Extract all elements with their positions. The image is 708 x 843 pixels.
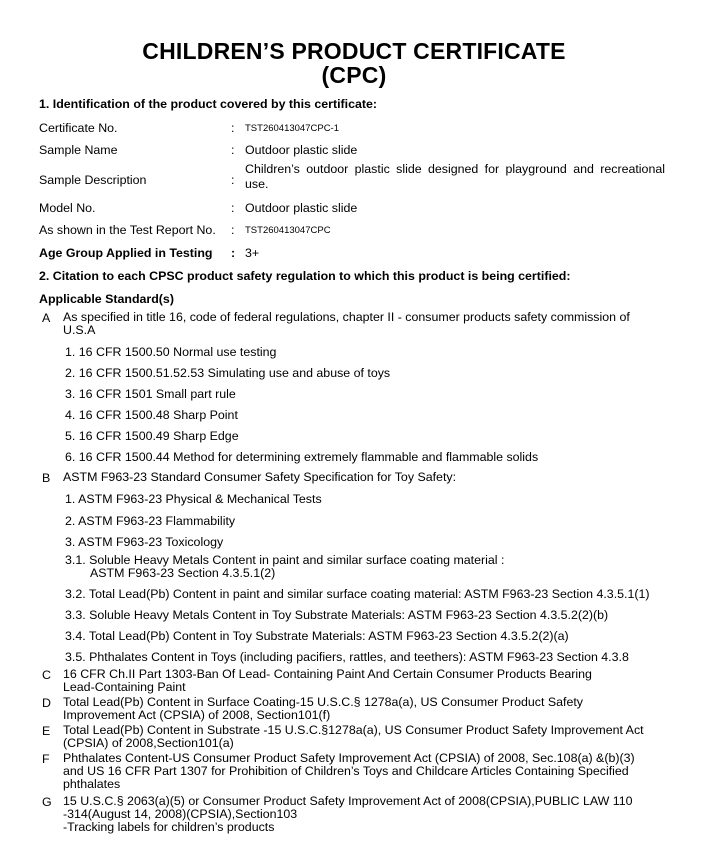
field-colon: : xyxy=(231,121,235,135)
standard-letter-d: D xyxy=(42,696,51,710)
standard-g-extra: -Tracking labels for children’s products xyxy=(63,820,275,834)
standard-b-text: ASTM F963-23 Standard Consumer Safety Specification for Toy Safety: xyxy=(63,470,457,484)
standard-letter-e: E xyxy=(42,724,51,738)
standard-letter-g: G xyxy=(42,795,52,809)
standard-b-item-3-5: 3.5. Phthalates Content in Toys (including pacifiers, rattles, and teethers): ASTM F963-23 Section 4.3.8 xyxy=(65,650,629,664)
certificate-title: CHILDREN’S PRODUCT CERTIFICATE xyxy=(142,38,566,64)
standard-g-text: 15 U.S.C.§ 2063(a)(5) or Consumer Product Safety Improvement Act of 2008(CPSIA),PUBLIC LAW 110 -314(August 14, 2008)(CPSIA),Section103 xyxy=(63,794,633,821)
field-colon: : xyxy=(231,201,235,215)
standard-a-item-3: 3. 16 CFR 1501 Small part rule xyxy=(65,387,236,401)
standard-letter-a: A xyxy=(42,311,51,325)
standard-a-item-2: 2. 16 CFR 1500.51.52.53 Simulating use and abuse of toys xyxy=(65,366,391,380)
field-colon: : xyxy=(231,223,235,237)
field-label-age-group: Age Group Applied in Testing xyxy=(39,246,213,260)
applicable-standards-heading: Applicable Standard(s) xyxy=(39,292,174,306)
standard-b-item-3-4: 3.4. Total Lead(Pb) Content in Toy Substrate Materials: ASTM F963-23 Section 4.3.5.2(2)(a) xyxy=(65,629,569,643)
standard-a-item-1: 1. 16 CFR 1500.50 Normal use testing xyxy=(65,345,277,359)
standard-d-text: Total Lead(Pb) Content in Surface Coating-15 U.S.C.§ 1278a(a), US Consumer Product Safety Improvement Act (CPSIA) of 2008, Section101(f) xyxy=(63,695,583,722)
field-value-sample-name: Outdoor plastic slide xyxy=(245,143,358,157)
field-colon: : xyxy=(231,143,235,157)
field-label-certificate-no: Certificate No. xyxy=(39,121,118,135)
standard-b-item-1: 1. ASTM F963-23 Physical & Mechanical Tests xyxy=(65,492,322,506)
field-colon: : xyxy=(231,173,235,187)
field-label-model-no: Model No. xyxy=(39,201,96,215)
standard-b-item-3-1: 3.1. Soluble Heavy Metals Content in paint and similar surface coating material : xyxy=(65,553,505,567)
standard-e-text: Total Lead(Pb) Content in Substrate -15 U.S.C.§1278a(a), US Consumer Product Safety Improvement Act (CPSIA) of 2008,Section101(a) xyxy=(63,723,644,750)
certificate-title-abbrev: (CPC) xyxy=(321,62,387,88)
standard-b-item-3-2: 3.2. Total Lead(Pb) Content in paint and similar surface coating material: ASTM F963-23 Section 4.3.5.1(1) xyxy=(65,587,650,601)
field-colon: : xyxy=(231,246,236,260)
standard-a-item-4: 4. 16 CFR 1500.48 Sharp Point xyxy=(65,408,238,422)
field-value-model-no: Outdoor plastic slide xyxy=(245,201,358,215)
standard-a-item-5: 5. 16 CFR 1500.49 Sharp Edge xyxy=(65,429,239,443)
standard-f-text: Phthalates Content-US Consumer Product Safety Improvement Act (CPSIA) of 2008, Sec.108(a) &(b)(3) and US 16 CFR Part 1307 for Prohibition of Children’s Toys and Childcare Articles Containing Specified phthalates xyxy=(63,751,635,791)
standard-letter-b: B xyxy=(42,471,51,485)
standard-letter-f: F xyxy=(42,752,50,766)
section2-heading: 2. Citation to each CPSC product safety regulation to which this product is being certified: xyxy=(39,269,571,283)
standard-a-item-6: 6. 16 CFR 1500.44 Method for determining extremely flammable and flammable solids xyxy=(65,450,539,464)
field-value-certificate-no: TST260413047CPC-1 xyxy=(245,123,339,134)
standard-b-item-2: 2. ASTM F963-23 Flammability xyxy=(65,514,236,528)
standard-b-item-3: 3. ASTM F963-23 Toxicology xyxy=(65,535,224,549)
standard-b-item-3-3: 3.3. Soluble Heavy Metals Content in Toy Substrate Materials: ASTM F963-23 Section 4.3.5.2(2)(b) xyxy=(65,608,609,622)
field-value-age-group: 3+ xyxy=(245,246,260,260)
field-value-test-report-no: TST260413047CPC xyxy=(245,225,331,236)
section1-heading: 1. Identification of the product covered by this certificate: xyxy=(39,97,378,111)
standard-c-text: 16 CFR Ch.II Part 1303-Ban Of Lead- Containing Paint And Certain Consumer Products Bearing Lead-Containing Paint xyxy=(63,667,592,694)
standard-b-item-3-1-section: ASTM F963-23 Section 4.3.5.1(2) xyxy=(90,566,276,580)
field-label-sample-name: Sample Name xyxy=(39,143,118,157)
field-value-sample-description: Children’s outdoor plastic slide designed for playground and recreational use. xyxy=(245,162,665,191)
field-label-test-report-no: As shown in the Test Report No. xyxy=(39,223,216,237)
standard-a-text: As specified in title 16, code of federal regulations, chapter II - consumer products safety commission of U.S.A xyxy=(63,310,630,337)
standard-letter-c: C xyxy=(42,668,51,682)
field-label-sample-description: Sample Description xyxy=(39,173,147,187)
